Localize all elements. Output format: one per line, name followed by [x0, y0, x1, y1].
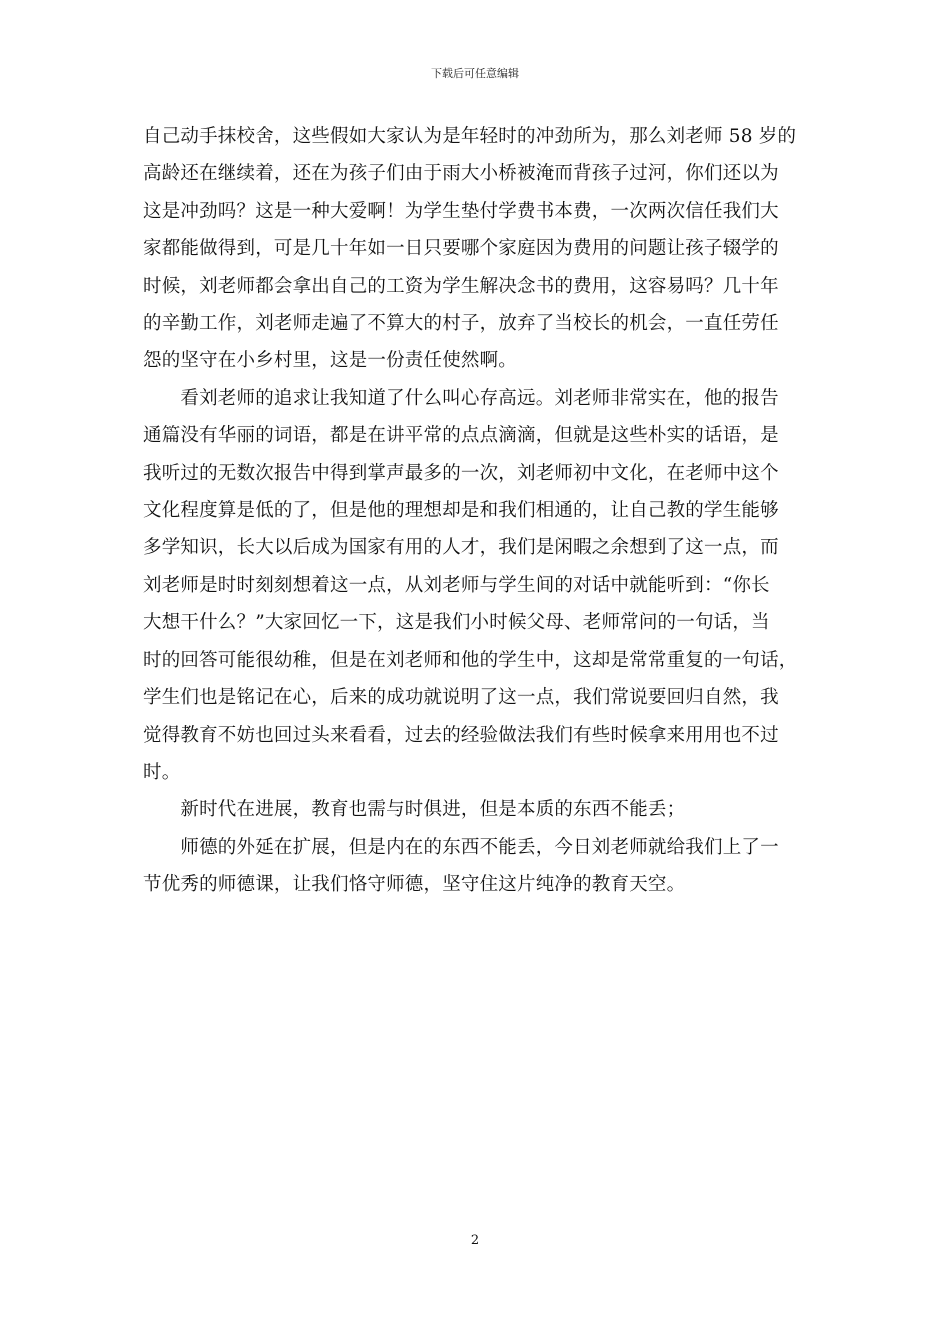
text-line: 通篇没有华丽的词语，都是在讲平常的点点滴滴，但就是这些朴实的话语，是 [143, 425, 779, 447]
text-line: 家都能做得到，可是几十年如一日只要哪个家庭因为费用的问题让孩子辍学的 [143, 238, 779, 260]
text-line: 大想干什么？”大家回忆一下，这是我们小时候父母、老师常问的一句话，当 [143, 612, 770, 634]
text-line: 这是冲劲吗？这是一种大爱啊！为学生垫付学费书本费，一次两次信任我们大 [143, 200, 779, 222]
text-line: 节优秀的师德课，让我们恪守师德，坚守住这片纯净的教育天空。 [143, 874, 686, 896]
text-line: 高龄还在继续着，还在为孩子们由于雨大小桥被淹而背孩子过河，你们还以为 [143, 163, 779, 185]
text-line: 怨的坚守在小乡村里，这是一份责任使然啊。 [143, 350, 518, 372]
text-line: 文化程度算是低的了，但是他的理想却是和我们相通的，让自己教的学生能够 [143, 500, 779, 522]
text-line: 师德的外延在扩展，但是内在的东西不能丢，今日刘老师就给我们上了一 [143, 836, 779, 858]
text-line: 多学知识，长大以后成为国家有用的人才，我们是闲暇之余想到了这一点，而 [143, 537, 779, 559]
text-line: 学生们也是铭记在心，后来的成功就说明了这一点，我们常说要回归自然，我 [143, 687, 779, 709]
text-line: 新时代在进展，教育也需与时俱进，但是本质的东西不能丢； [143, 799, 686, 821]
text-line: 时的回答可能很幼稚，但是在刘老师和他的学生中，这却是常常重复的一句话， [143, 649, 798, 671]
text-line: 时。 [143, 761, 181, 783]
text-line: 时候，刘老师都会拿出自己的工资为学生解决念书的费用，这容易吗？几十年 [143, 275, 779, 297]
text-line: 看刘老师的追求让我知道了什么叫心存高远。刘老师非常实在，他的报告 [143, 387, 779, 409]
text-line: 自己动手抹校舍，这些假如大家认为是年轻时的冲劲所为，那么刘老师 58 岁的 [143, 126, 797, 147]
text-line: 我听过的无数次报告中得到掌声最多的一次，刘老师初中文化，在老师中这个 [143, 462, 779, 484]
page-number: 2 [470, 1233, 480, 1248]
text-line: 的辛勤工作，刘老师走遍了不算大的村子，放弃了当校长的机会，一直任劳任 [143, 313, 779, 335]
page-header: 下载后可任意编辑 [431, 67, 519, 80]
document-body [143, 118, 809, 904]
text-line: 觉得教育不妨也回过头来看看，过去的经验做法我们有些时候拿来用用也不过 [143, 724, 779, 746]
text-line: 刘老师是时时刻刻想着这一点，从刘老师与学生间的对话中就能听到：“你长 [143, 574, 770, 596]
